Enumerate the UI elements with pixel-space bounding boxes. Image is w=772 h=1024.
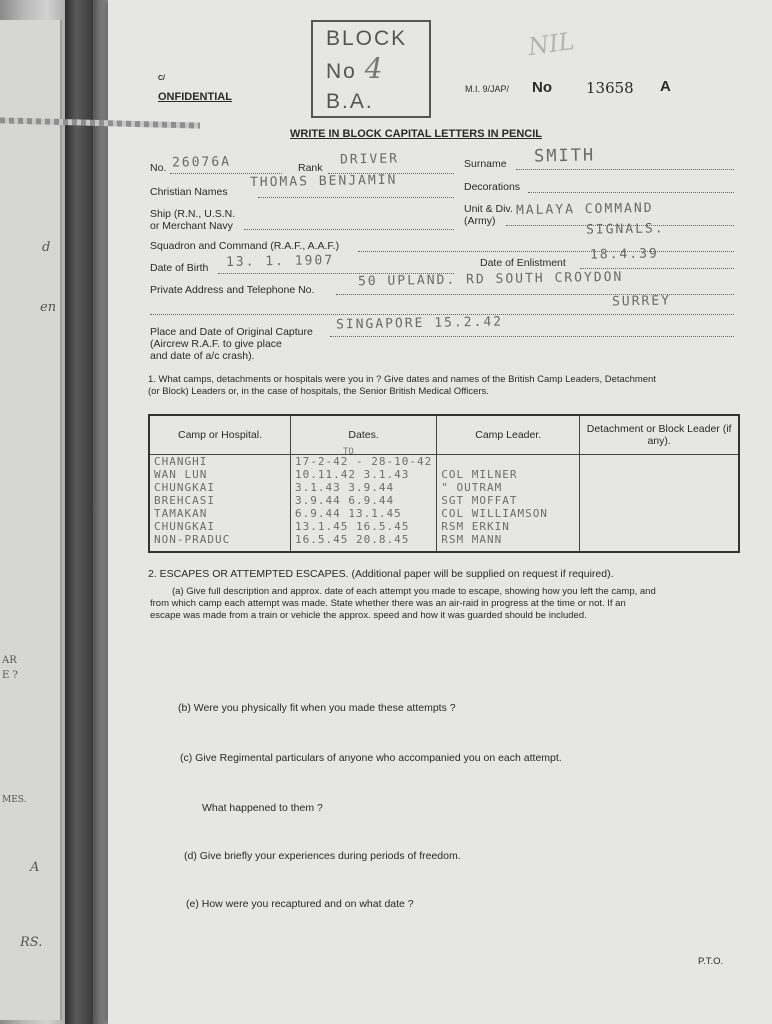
enlistment-line bbox=[580, 268, 734, 269]
table-row: NON-PRADUC 16.5.45 20.8.45 RSM MANN bbox=[149, 533, 739, 552]
stamp-line-3: B.A. bbox=[326, 90, 374, 113]
camps-table bbox=[148, 414, 740, 553]
unit-label-2: (Army) bbox=[464, 215, 496, 227]
confidential-prefix: C/ bbox=[158, 75, 165, 82]
col-camp: Camp or Hospital. bbox=[149, 415, 291, 455]
ship-label-1: Ship (R.N., U.S.N. bbox=[150, 208, 236, 220]
table-row: CHUNGKAI 13.1.45 16.5.45 RSM ERKIN bbox=[149, 520, 739, 533]
capture-label-2: (Aircrew R.A.F. to give place bbox=[150, 338, 282, 350]
q2-a-line-1: (a) Give full description and approx. date of each attempt you made to escape, showing how you left the camp, and bbox=[172, 586, 656, 597]
q1-text-2: (or Block) Leaders or, in the case of hospitals, the Senior British Medical Officers. bbox=[148, 386, 489, 397]
q2-heading: 2. ESCAPES OR ATTEMPTED ESCAPES. (Additional paper will be supplied on request if required). bbox=[148, 568, 614, 580]
table-row: WAN LUN 10.11.42 3.1.43 COL MILNER bbox=[149, 468, 739, 481]
q2-c-followup: What happened to them ? bbox=[202, 802, 323, 814]
address-line-1 bbox=[336, 294, 734, 295]
address-value-1: 50 UPLAND. RD SOUTH CROYDON bbox=[357, 269, 624, 290]
no-field-line bbox=[170, 173, 282, 174]
left-page-edge bbox=[0, 20, 62, 1020]
unit-value-1: MALAYA COMMAND bbox=[515, 200, 654, 219]
stamp-number: 4 bbox=[364, 52, 385, 85]
margin-fragment: E ? bbox=[2, 670, 18, 681]
q1-text-1: 1. What camps, detachments or hospitals were you in ? Give dates and names of the British Camp Leaders, Detachment bbox=[148, 374, 656, 385]
surname-line bbox=[516, 169, 734, 170]
dob-label: Date of Birth bbox=[150, 262, 209, 274]
unit-label-1: Unit & Div. bbox=[464, 203, 513, 215]
q2-a-line-3: escape was made from a train or vehicle the approx. speed and how it was guarded should be included. bbox=[150, 610, 587, 621]
block-stamp bbox=[311, 20, 431, 118]
table-row: CHUNGKAI 3.1.43 3.9.44 " OUTRAM bbox=[149, 481, 739, 494]
margin-fragment: AR bbox=[2, 655, 17, 666]
ship-line bbox=[244, 229, 454, 230]
stamp-line-2: No 4 bbox=[326, 52, 385, 85]
surname-label: Surname bbox=[464, 158, 507, 170]
capture-line bbox=[330, 336, 734, 337]
camps-table-header bbox=[149, 415, 739, 455]
no-label: No bbox=[532, 79, 552, 96]
confidential-label: ONFIDENTIAL bbox=[158, 91, 232, 103]
q2-e: (e) How were you recaptured and on what date ? bbox=[186, 898, 414, 910]
surname-value: SMITH bbox=[533, 145, 596, 167]
margin-fragment: d bbox=[42, 240, 51, 255]
rank-label: Rank bbox=[298, 162, 323, 174]
nil-note: NIL bbox=[526, 26, 577, 62]
q2-c: (c) Give Regimental particulars of anyone who accompanied you on each attempt. bbox=[180, 752, 562, 764]
form-number: 13658 bbox=[586, 79, 634, 97]
enlistment-value: 18.4.39 bbox=[589, 246, 659, 263]
enlistment-label: Date of Enlistment bbox=[480, 257, 566, 269]
col-detachment-leader: Detachment or Block Leader (if any). bbox=[580, 415, 739, 455]
capture-label-1: Place and Date of Original Capture bbox=[150, 326, 313, 338]
table-row: CHANGHI 17-2-42 - 28-10-42 bbox=[149, 455, 739, 469]
dob-value: 13. 1. 1907 bbox=[225, 253, 335, 270]
binder-spine bbox=[65, 0, 93, 1024]
stamp-line-1: BLOCK bbox=[326, 27, 408, 50]
col-camp-leader: Camp Leader. bbox=[437, 415, 580, 455]
christian-names-label: Christian Names bbox=[150, 186, 228, 198]
col-dates: Dates. TO bbox=[291, 415, 437, 455]
q2-a-line-2: from which camp each attempt was made. State whether there was an air-raid in progress at the time or not. If an bbox=[150, 598, 626, 609]
margin-fragment: en bbox=[40, 300, 57, 315]
table-row: TAMAKAN 6.9.44 13.1.45 COL WILLIAMSON bbox=[149, 507, 739, 520]
capture-label-3: and date of a/c crash). bbox=[150, 350, 255, 362]
form-suffix: A bbox=[660, 78, 671, 95]
form-instruction: WRITE IN BLOCK CAPITAL LETTERS IN PENCIL bbox=[290, 128, 542, 140]
margin-fragment: A bbox=[30, 860, 40, 875]
capture-value: SINGAPORE 15.2.42 bbox=[335, 314, 504, 333]
ship-label-2: or Merchant Navy bbox=[150, 220, 233, 232]
address-value-2: SURREY bbox=[611, 293, 672, 310]
address-label: Private Address and Telephone No. bbox=[150, 284, 315, 296]
ref-label: M.I. 9/JAP/ bbox=[465, 84, 510, 94]
decorations-label: Decorations bbox=[464, 181, 521, 193]
q2-d: (d) Give briefly your experiences during periods of freedom. bbox=[184, 850, 461, 862]
margin-fragment: RS. bbox=[20, 935, 43, 950]
margin-fragment: MES. bbox=[2, 795, 27, 805]
decorations-line bbox=[528, 192, 734, 193]
table-row: BREHCASI 3.9.44 6.9.44 SGT MOFFAT bbox=[149, 494, 739, 507]
christian-names-value: THOMAS BENJAMIN bbox=[249, 172, 398, 191]
dates-to-note: TO bbox=[343, 447, 354, 457]
squadron-line bbox=[358, 251, 734, 252]
squadron-label: Squadron and Command (R.A.F., A.A.F.) bbox=[150, 240, 340, 252]
no-field-label: No. bbox=[150, 162, 167, 174]
christian-names-line bbox=[258, 197, 454, 198]
q2-b: (b) Were you physically fit when you made these attempts ? bbox=[178, 702, 456, 714]
no-field-value: 26076A bbox=[171, 154, 232, 171]
rank-value: DRIVER bbox=[339, 151, 400, 168]
unit-value-2: SIGNALS. bbox=[585, 221, 665, 238]
form-sheet bbox=[108, 0, 772, 1024]
pto-label: P.T.O. bbox=[698, 956, 724, 967]
